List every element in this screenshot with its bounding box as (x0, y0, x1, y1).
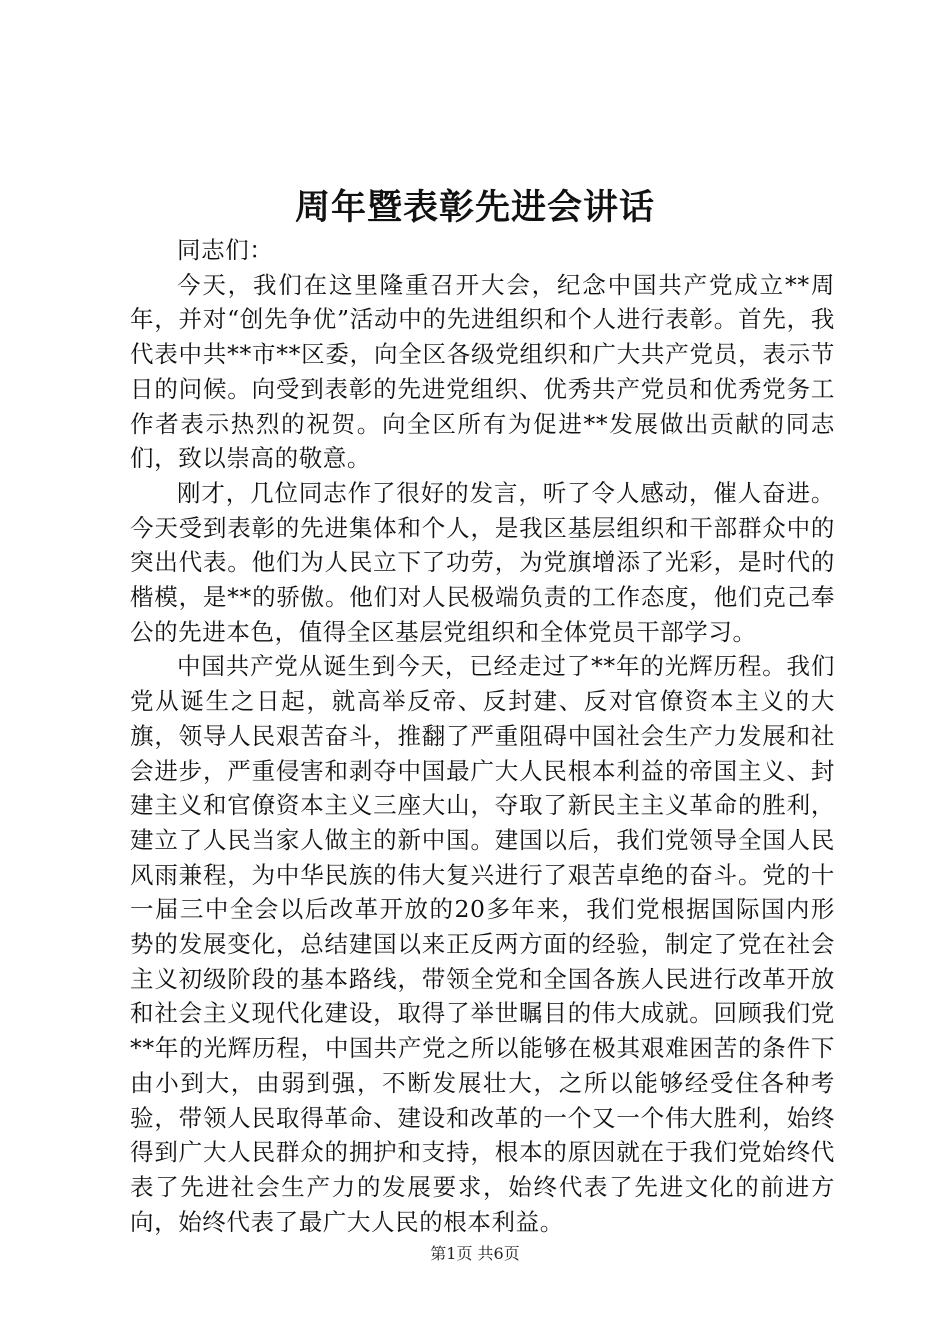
page-number-footer: 第1页 共6页 (430, 1244, 520, 1263)
body-paragraph: 今天，我们在这里隆重召开大会，纪念中国共产党成立**周年，并对“创先争优”活动中的先进组织和个人进行表彰。首先，我代表中共**市**区委，向全区各级党组织和广大共产党员，表示节日的问候。向受到表彰的先进党组织、优秀共产党员和优秀党务工作者表示热烈的祝贺。向全区所有为促进**发展做出贡献的同志们，致以崇高的敬意。 (130, 270, 835, 473)
body-paragraph: 刚才，几位同志作了很好的发言，听了令人感动，催人奋进。今天受到表彰的先进集体和个人，是我区基层组织和干部群众中的突出代表。他们为人民立下了功劳，为党旗增添了光彩，是时代的楷模，是**的骄傲。他们对人民极端负责的工作态度，他们克己奉公的先进本色，值得全区基层党组织和全体党员干部学习。 (130, 478, 835, 646)
salutation-paragraph: 同志们： (177, 236, 274, 264)
document-title: 周年暨表彰先进会讲话 (294, 187, 655, 228)
body-paragraph: 中国共产党从诞生到今天，已经走过了**年的光辉历程。我们党从诞生之日起，就高举反帝、反封建、反对官僚资本主义的大旗，领导人民艰苦奋斗，推翻了严重阻碍中国社会生产力发展和社会进步，严重侵害和剥夺中国最广大人民根本利益的帝国主义、封建主义和官僚资本主义三座大山，夺取了新民主主义革命的胜利，建立了人民当家人做主的新中国。建国以后，我们党领导全国人民风雨兼程，为中华民族的伟大复兴进行了艰苦卓绝的奋斗。党的十一届三中全会以后改革开放的20多年来，我们党根据国际国内形势的发展变化，总结建国以来正反两方面的经验，制定了党在社会主义初级阶段的基本路线，带领全党和全国各族人民进行改革开放和社会主义现代化建设，取得了举世瞩目的伟大成就。回顾我们党**年的光辉历程，中国共产党之所以能够在极其艰难困苦的条件下由小到大，由弱到强，不断发展壮大，之所以能够经受住各种考验，带领人民取得革命、建设和改革的一个又一个伟大胜利，始终得到广大人民群众的拥护和支持，根本的原因就在于我们党始终代表了先进社会生产力的发展要求，始终代表了先进文化的前进方向，始终代表了最广大人民的根本利益。 (130, 652, 835, 1236)
document-body (130, 233, 835, 1239)
